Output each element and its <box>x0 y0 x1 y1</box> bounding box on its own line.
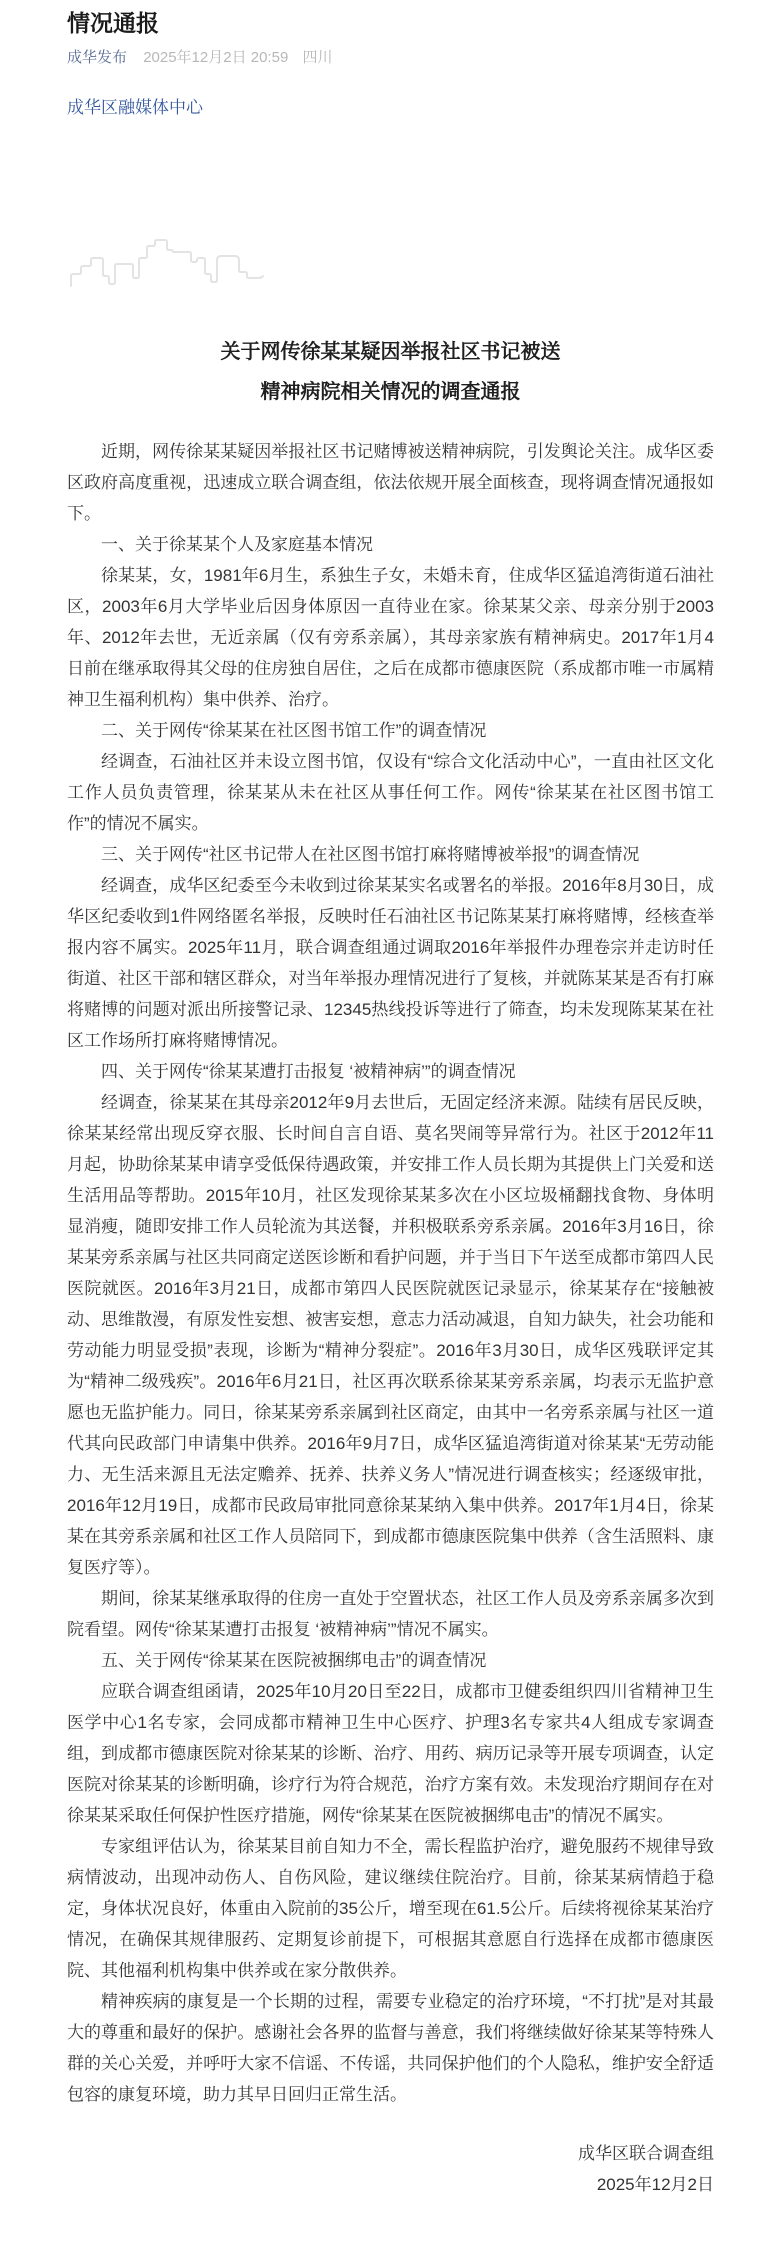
paragraph: 专家组评估认为，徐某某目前自知力不全，需长程监护治疗，避免服药不规律导致病情波动，出现冲动伤人、自伤风险，建议继续住院治疗。目前，徐某某病情趋于稳定，身体状况良好，体重由入院前的35公斤，增至现在61.5公斤。后续将视徐某某治疗情况，在确保其规律服药、定期复诊前提下，可根据其意愿自行选择在成都市德康医院、其他福利机构集中供养或在家分散供养。 <box>67 1837 714 1980</box>
paragraph: 近期，网传徐某某疑因举报社区书记赌博被送精神病院，引发舆论关注。成华区委区政府高度重视，迅速成立联合调查组，依法依规开展全面核查，现将调查情况通报如下。 <box>67 442 714 523</box>
section-heading: 四、关于网传“徐某某遭打击报复 ‘被精神病’”的调查情况 <box>101 1062 516 1081</box>
signature-date: 2025年12月2日 <box>596 2175 714 2194</box>
paragraph: 经调查，徐某某在其母亲2012年9月去世后，无固定经济来源。陆续有居民反映，徐某某经常出现反穿衣服、长时间自言自语、莫名哭闹等异常行为。社区于2012年11月起，协助徐某某申请享受低保待遇政策，并安排工作人员长期为其提供上门关爱和送生活用品等帮助。2015年10月，社区发现徐某某多次在小区垃圾桶翻找食物、身体明显消瘦，随即安排工作人员轮流为其送餐，并积极联系旁系亲属。2016年3月16日，徐某某旁系亲属与社区共同商定送医诊断和看护问题，并于当日下午送至成都市第四人民医院就医。2016年3月21日，成都市第四人民医院就医记录显示，徐某某存在“接触被动、思维散漫，有原发性妄想、被害妄想，意志力活动减退，自知力缺失，社会功能和劳动能力明显受损”表现，诊断为“精神分裂症”。2016年3月30日，成华区残联评定其为“精神二级残疾”。2016年6月21日，社区再次联系徐某某旁系亲属，均表示无监护意愿也无监护能力。同日，徐某某旁系亲属到社区商定，由其中一名旁系亲属与社区一道代其向民政部门申请集中供养。2016年9月7日，成华区猛追湾街道对徐某某“无劳动能力、无生活来源且无法定赡养、抚养、扶养义务人”情况进行调查核实；经逐级审批，2016年12月19日，成都市民政局审批同意徐某某纳入集中供养。2017年1月4日，徐某某在其旁系亲属和社区工作人员陪同下，到成都市德康医院集中供养（含生活照料、康复医疗等）。 <box>67 1093 714 1577</box>
document-title-line2: 精神病院相关情况的调查通报 <box>260 381 521 403</box>
article-body <box>67 436 714 2110</box>
region-label: 四川 <box>302 49 333 66</box>
publish-date: 2025年12月2日 20:59 <box>143 49 289 66</box>
media-center-link[interactable]: 成华区融媒体中心 <box>67 98 203 117</box>
section-heading: 一、关于徐某某个人及家庭基本情况 <box>101 535 373 554</box>
article-meta <box>67 48 714 68</box>
section-heading: 二、关于网传“徐某某在社区图书馆工作”的调查情况 <box>101 721 487 740</box>
paragraph: 徐某某，女，1981年6月生，系独生子女，未婚未育，住成华区猛追湾街道石油社区，2003年6月大学毕业后因身体原因一直待业在家。徐某某父亲、母亲分别于2003年、2012年去世，无近亲属（仅有旁系亲属），其母亲家族有精神病史。2017年1月4日前在继承取得其父母的住房独自居住，之后在成都市德康医院（系成都市唯一市属精神卫生福利机构）集中供养、治疗。 <box>67 566 714 709</box>
document-title-line1: 关于网传徐某某疑因举报社区书记被送 <box>220 341 561 363</box>
paragraph: 精神疾病的康复是一个长期的过程，需要专业稳定的治疗环境，“不打扰”是对其最大的尊重和最好的保护。感谢社会各界的监督与善意，我们将继续做好徐某某等特殊人群的关心关爱，并呼吁大家不信谣、不传谣，共同保护他们的个人隐私，维护安全舒适包容的康复环境，助力其早日回归正常生活。 <box>67 1992 714 2104</box>
paragraph: 应联合调查组函请，2025年10月20日至22日，成都市卫健委组织四川省精神卫生医学中心1名专家，会同成都市精神卫生中心医疗、护理3名专家共4人组成专家调查组，到成都市德康医院对徐某某的诊断、治疗、用药、病历记录等开展专项调查，认定医院对徐某某的诊断明确，诊疗行为符合规范，治疗方案有效。未发现治疗期间存在对徐某某采取任何保护性医疗措施，网传“徐某某在医院被捆绑电击”的情况不属实。 <box>67 1682 714 1825</box>
hero-image <box>67 138 714 302</box>
section-heading: 五、关于网传“徐某某在医院被捆绑电击”的调查情况 <box>101 1651 487 1670</box>
paragraph: 期间，徐某某继承取得的住房一直处于空置状态，社区工作人员及旁系亲属多次到院看望。网传“徐某某遭打击报复 ‘被精神病’”情况不属实。 <box>67 1589 714 1639</box>
city-skyline-icon <box>67 226 279 288</box>
paragraph: 经调查，成华区纪委至今未收到过徐某某实名或署名的举报。2016年8月30日，成华区纪委收到1件网络匿名举报，反映时任石油社区书记陈某某打麻将赌博，经核查举报内容不属实。2025年11月，联合调查组通过调取2016年举报件办理卷宗并走访时任街道、社区干部和辖区群众，对当年举报办理情况进行了复核，并就陈某某是否有打麻将赌博的问题对派出所接警记录、12345热线投诉等进行了筛查，均未发现陈某某在社区工作场所打麻将赌博情况。 <box>67 876 714 1050</box>
account-link[interactable]: 成华发布 <box>67 49 128 66</box>
signature-block <box>67 2138 714 2200</box>
section-heading: 三、关于网传“社区书记带人在社区图书馆打麻将赌博被举报”的调查情况 <box>101 845 640 864</box>
paragraph: 经调查，石油社区并未设立图书馆，仅设有“综合文化活动中心”，一直由社区文化工作人员负责管理，徐某某从未在社区从事任何工作。网传“徐某某在社区图书馆工作”的情况不属实。 <box>67 752 714 833</box>
signature-org: 成华区联合调查组 <box>578 2144 714 2163</box>
document-title <box>67 332 714 412</box>
page-title: 情况通报 <box>67 10 159 36</box>
